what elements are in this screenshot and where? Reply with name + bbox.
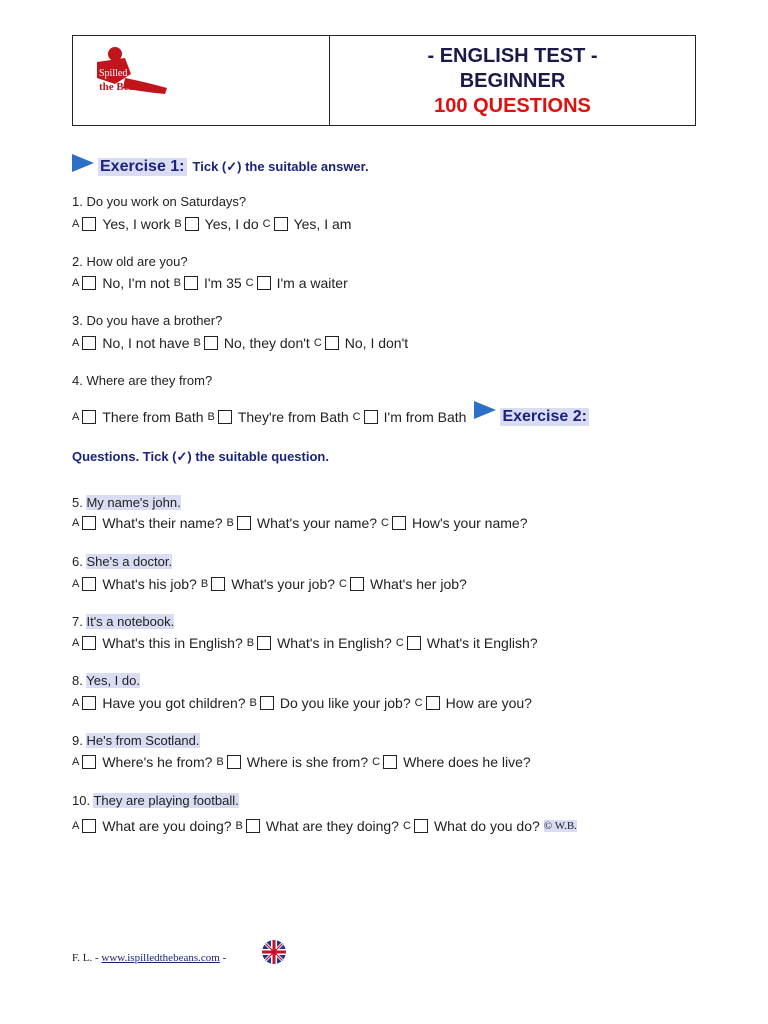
checkbox-5c[interactable] xyxy=(392,516,406,530)
checkbox-9a[interactable] xyxy=(82,755,96,769)
checkbox-4b[interactable] xyxy=(218,410,232,424)
options-5: A What's their name? B What's your name? C How's your name? xyxy=(72,515,528,531)
options-9: A Where's he from? B Where is she from? C Where does he live? xyxy=(72,754,531,770)
question-2: 2. How old are you? xyxy=(72,254,188,269)
question-4: 4. Where are they from? xyxy=(72,373,213,388)
checkbox-8c[interactable] xyxy=(426,696,440,710)
question-8: 8. Yes, I do. xyxy=(72,673,140,688)
svg-text:Spilled: Spilled xyxy=(99,68,128,79)
exercise1-title: Exercise 1: xyxy=(100,158,185,175)
option-4b: They're from Bath xyxy=(237,409,349,425)
option-4a: There from Bath xyxy=(102,409,204,425)
option-10a: What are you doing? xyxy=(102,818,232,834)
options-4: A There from Bath B They're from Bath C I'm from Bath Exercise 2: xyxy=(72,408,589,426)
checkbox-9b[interactable] xyxy=(227,755,241,769)
arrow-icon xyxy=(72,154,94,172)
option-7a: What's this in English? xyxy=(102,635,243,651)
spilled-beans-logo xyxy=(85,44,175,102)
options-1: A Yes, I work B Yes, I do C Yes, I am xyxy=(72,216,352,232)
checkbox-7b[interactable] xyxy=(257,636,271,650)
question-6: 6. She's a doctor. xyxy=(72,554,173,569)
checkbox-5a[interactable] xyxy=(82,516,96,530)
question-7: 7. It's a notebook. xyxy=(72,614,175,629)
option-1c: Yes, I am xyxy=(293,216,352,232)
logo-cell xyxy=(73,36,330,125)
checkbox-10b[interactable] xyxy=(246,819,260,833)
options-3: A No, I not have B No, they don't C No, I don't xyxy=(72,335,409,351)
option-4c: I'm from Bath xyxy=(383,409,467,425)
option-10b: What are they doing? xyxy=(265,818,399,834)
option-8b: Do you like your job? xyxy=(279,695,411,711)
option-9b: Where is she from? xyxy=(246,754,369,770)
option-9c: Where does he live? xyxy=(403,754,531,770)
checkbox-1c[interactable] xyxy=(274,217,288,231)
checkbox-4a[interactable] xyxy=(82,410,96,424)
option-1b: Yes, I do xyxy=(204,216,259,232)
footer: F. L. - www.ispilledthebeans.com - xyxy=(72,952,227,964)
exercise2-instruction: Questions. Tick (✓) the suitable question. xyxy=(72,449,329,464)
exercise1-instruction: Tick (✓) the suitable answer. xyxy=(192,159,369,174)
options-6: A What's his job? B What's your job? C What's her job? xyxy=(72,576,467,592)
checkbox-6a[interactable] xyxy=(82,577,96,591)
checkbox-10c[interactable] xyxy=(414,819,428,833)
checkbox-2b[interactable] xyxy=(184,276,198,290)
option-3b: No, they don't xyxy=(223,335,310,351)
checkbox-5b[interactable] xyxy=(237,516,251,530)
option-2b: I'm 35 xyxy=(203,275,242,291)
test-title: - ENGLISH TEST - xyxy=(427,45,598,67)
checkbox-4c[interactable] xyxy=(364,410,378,424)
option-3c: No, I don't xyxy=(344,335,409,351)
options-10: A What are you doing? B What are they doing? C What do you do? © W.B. xyxy=(72,818,577,834)
option-2c: I'm a waiter xyxy=(276,275,348,291)
title-cell xyxy=(330,36,695,125)
checkbox-6c[interactable] xyxy=(350,577,364,591)
question-3: 3. Do you have a brother? xyxy=(72,313,223,328)
option-8a: Have you got children? xyxy=(102,695,246,711)
option-7b: What's in English? xyxy=(277,635,392,651)
question-1: 1. Do you work on Saturdays? xyxy=(72,194,247,209)
option-1a: Yes, I work xyxy=(102,216,171,232)
exercise1-heading xyxy=(72,158,369,176)
checkbox-2a[interactable] xyxy=(82,276,96,290)
checkbox-7a[interactable] xyxy=(82,636,96,650)
checkbox-1b[interactable] xyxy=(185,217,199,231)
exercise2-title: Exercise 2: xyxy=(502,408,587,425)
checkbox-3b[interactable] xyxy=(204,336,218,350)
option-6c: What's her job? xyxy=(369,576,467,592)
question-9: 9. He's from Scotland. xyxy=(72,733,200,748)
exercise2-heading xyxy=(72,449,329,465)
checkbox-8a[interactable] xyxy=(82,696,96,710)
arrow-icon xyxy=(474,401,496,419)
checkbox-10a[interactable] xyxy=(82,819,96,833)
options-8: A Have you got children? B Do you like your job? C How are you? xyxy=(72,695,532,711)
option-5a: What's their name? xyxy=(102,515,223,531)
option-6b: What's your job? xyxy=(231,576,336,592)
checkbox-8b[interactable] xyxy=(260,696,274,710)
option-5b: What's your name? xyxy=(256,515,378,531)
checkbox-2c[interactable] xyxy=(257,276,271,290)
checkbox-9c[interactable] xyxy=(383,755,397,769)
options-7: A What's this in English? B What's in English? C What's it English? xyxy=(72,635,538,651)
uk-flag-icon xyxy=(262,940,286,964)
option-10c: What do you do? xyxy=(433,818,540,834)
header-table xyxy=(72,35,696,126)
checkbox-3a[interactable] xyxy=(82,336,96,350)
question-10: 10. They are playing football. xyxy=(72,793,239,808)
checkbox-6b[interactable] xyxy=(211,577,225,591)
copyright-note: © W.B. xyxy=(543,820,577,832)
question-5: 5. My name's john. xyxy=(72,495,181,510)
option-9a: Where's he from? xyxy=(102,754,213,770)
questions-count: 100 QUESTIONS xyxy=(434,95,591,117)
checkbox-7c[interactable] xyxy=(407,636,421,650)
level-title: BEGINNER xyxy=(459,70,566,92)
option-6a: What's his job? xyxy=(102,576,197,592)
option-5c: How's your name? xyxy=(411,515,528,531)
option-3a: No, I not have xyxy=(102,335,190,351)
option-8c: How are you? xyxy=(445,695,532,711)
option-7c: What's it English? xyxy=(426,635,538,651)
website-link[interactable]: www.ispilledthebeans.com xyxy=(101,952,220,964)
options-2: A No, I'm not B I'm 35 C I'm a waiter xyxy=(72,275,348,291)
checkbox-1a[interactable] xyxy=(82,217,96,231)
option-2a: No, I'm not xyxy=(102,275,170,291)
svg-text:the Beans: the Beans xyxy=(99,81,145,93)
checkbox-3c[interactable] xyxy=(325,336,339,350)
